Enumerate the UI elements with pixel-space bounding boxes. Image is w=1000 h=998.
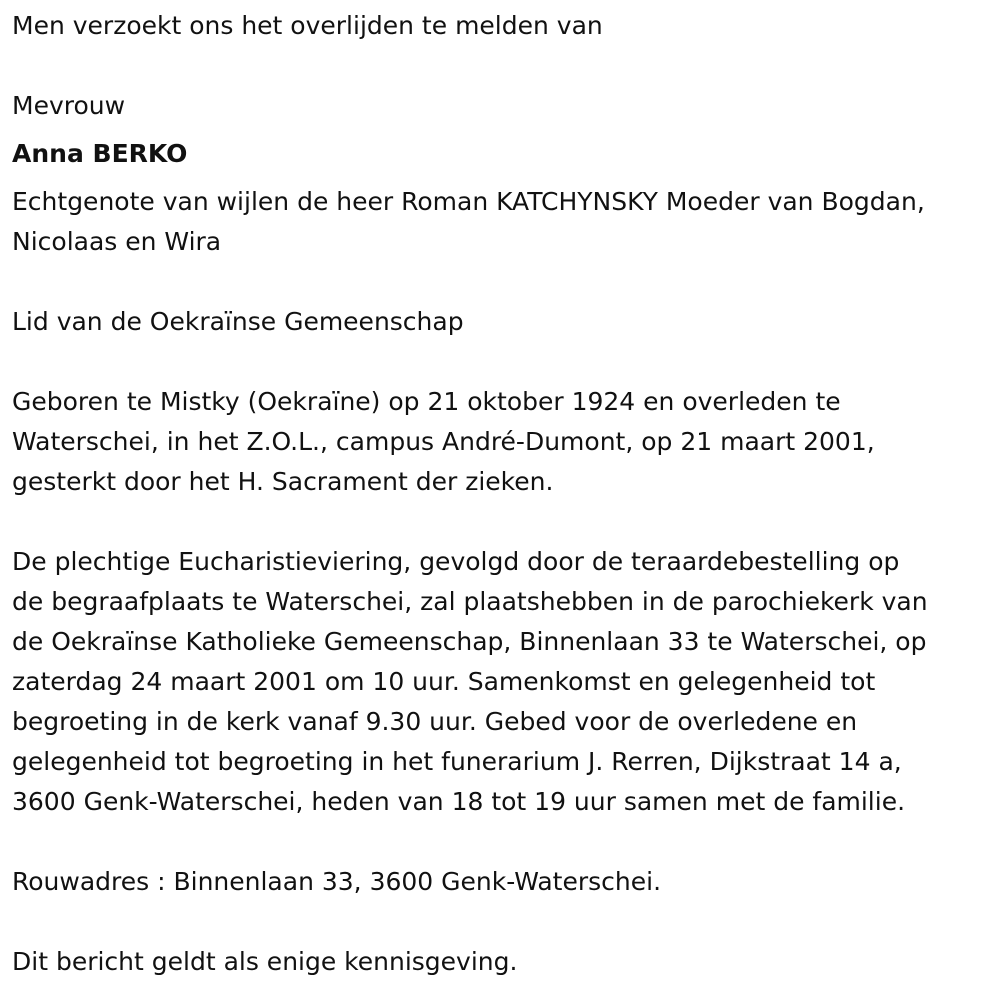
deceased-name: Anna BERKO — [12, 139, 188, 168]
intro-text: Men verzoekt ons het overlijden te melden van — [12, 11, 603, 40]
ceremony-line: de begraafplaats te Waterschei, zal plaatshebben in de parochiekerk van — [12, 587, 928, 616]
membership-text: Lid van de Oekraïnse Gemeenschap — [12, 307, 464, 336]
birth-death-line: gesterkt door het H. Sacrament der zieken. — [12, 467, 554, 496]
relation-line: Nicolaas en Wira — [12, 227, 222, 256]
ceremony-line: De plechtige Eucharistieviering, gevolgd door de teraardebestelling op — [12, 547, 900, 576]
birth-death-line: Waterschei, in het Z.O.L., campus André-Dumont, op 21 maart 2001, — [12, 427, 875, 456]
relation-line: Echtgenote van wijlen de heer Roman KATCHYNSKY Moeder van Bogdan, — [12, 187, 925, 216]
ceremony-line: begroeting in de kerk vanaf 9.30 uur. Gebed voor de overledene en — [12, 707, 858, 736]
relation-paragraph — [12, 182, 988, 262]
ceremony-line: de Oekraïnse Katholieke Gemeenschap, Binnenlaan 33 te Waterschei, op — [12, 627, 927, 656]
ceremony-line: zaterdag 24 maart 2001 om 10 uur. Samenkomst en gelegenheid tot — [12, 667, 876, 696]
ceremony-paragraph — [12, 542, 988, 822]
honorific: Mevrouw — [12, 91, 126, 120]
birth-death-line: Geboren te Mistky (Oekraïne) op 21 oktober 1924 en overleden te — [12, 387, 841, 416]
ceremony-line: gelegenheid tot begroeting in het funerarium J. Rerren, Dijkstraat 14 a, — [12, 747, 902, 776]
birth-death-paragraph — [12, 382, 988, 502]
closing-text: Dit bericht geldt als enige kennisgeving. — [12, 947, 518, 976]
ceremony-line: 3600 Genk-Waterschei, heden van 18 tot 19 uur samen met de familie. — [12, 787, 906, 816]
mourning-address: Rouwadres : Binnenlaan 33, 3600 Genk-Waterschei. — [12, 867, 662, 896]
